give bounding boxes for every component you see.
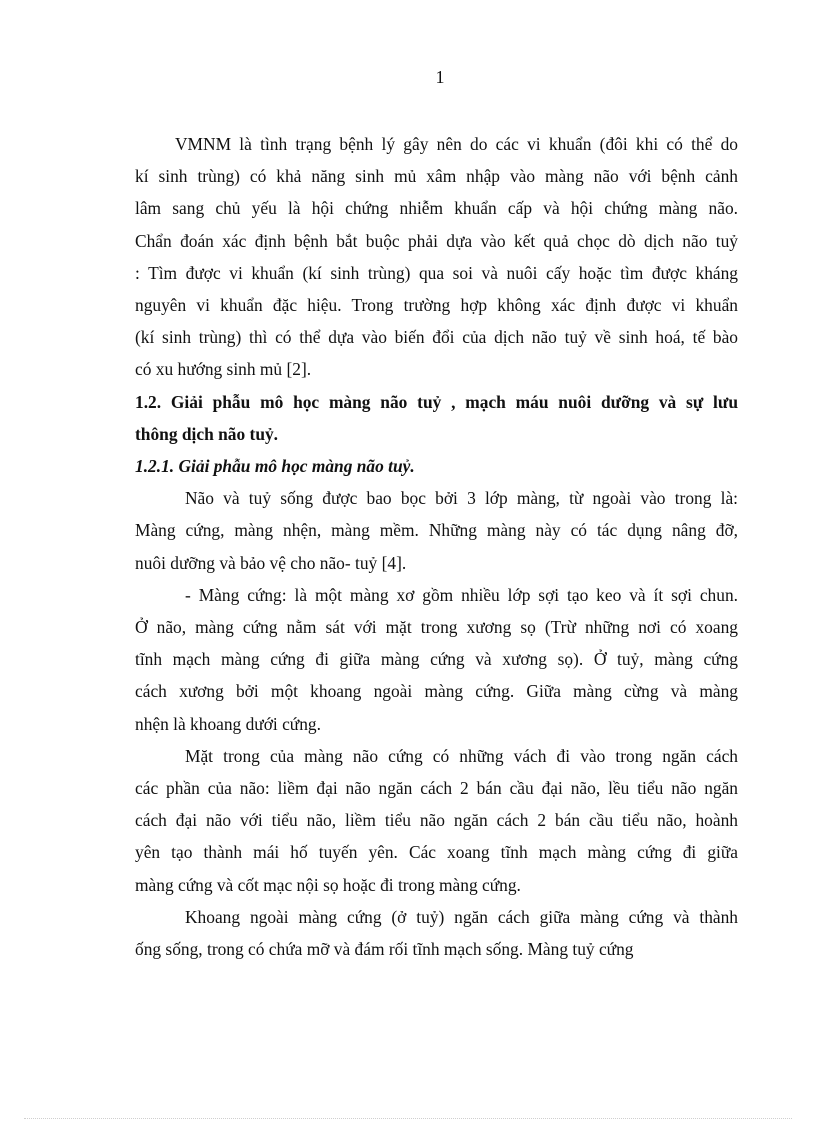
text-line: cách đại não với tiểu não, liềm tiểu não ngăn cách 2 bán cầu tiểu não, hoành xyxy=(135,810,738,831)
text-line: có xu hướng sinh mủ [2]. xyxy=(135,359,312,380)
body-paragraph xyxy=(135,482,738,579)
body-paragraph xyxy=(135,740,738,901)
body-paragraph xyxy=(135,128,738,386)
text-line: - Màng cứng: là một màng xơ gồm nhiều lớp sợi tạo keo và ít sợi chun. xyxy=(185,584,738,605)
text-line: nhện là khoang dưới cứng. xyxy=(135,713,321,734)
text-line: : Tìm được vi khuẩn (kí sinh trùng) qua soi và nuôi cấy hoặc tìm được kháng xyxy=(135,262,738,283)
text-line: cách xương bởi một khoang ngoài màng cứng. Giữa màng cừng và màng xyxy=(135,681,738,702)
page-footer-divider xyxy=(24,1118,792,1119)
text-line: 1.2. Giải phẫu mô học màng não tuỷ , mạch máu nuôi dưỡng và sự lưu xyxy=(135,391,738,412)
text-line: màng cứng và cốt mạc nội sọ hoặc đi trong màng cứng. xyxy=(135,874,521,895)
text-line: nguyên vi khuẩn đặc hiệu. Trong trường hợp không xác định được vi khuẩn xyxy=(135,295,738,316)
text-line: nuôi dưỡng và bảo vệ cho não- tuỷ [4]. xyxy=(135,552,407,573)
text-line: Khoang ngoài màng cứng (ở tuỷ) ngăn cách giữa màng cứng và thành xyxy=(185,906,738,927)
text-line: tĩnh mạch màng cứng đi giữa màng cứng và xương sọ). Ở tuỷ, màng cứng xyxy=(135,649,738,670)
text-line: (kí sinh trùng) thì có thể dựa vào biến đổi của dịch não tuỷ về sinh hoá, tế bào xyxy=(135,327,738,348)
section-heading xyxy=(135,386,738,450)
text-line: VMNM là tình trạng bệnh lý gây nên do các vi khuẩn (đôi khi có thể do xyxy=(175,134,738,154)
text-line: kí sinh trùng) có khả năng sinh mủ xâm nhập vào màng não với bệnh cảnh xyxy=(135,166,738,187)
text-line: 1.2.1. Giải phẫu mô học màng não tuỷ. xyxy=(135,456,415,477)
text-line: Ở não, màng cứng nằm sát với mặt trong xương sọ (Trừ những nơi có xoang xyxy=(135,617,738,638)
text-line: Chẩn đoán xác định bệnh bắt buộc phải dựa vào kết quả chọc dò dịch não tuỷ xyxy=(135,230,738,251)
text-line: thông dịch não tuỷ. xyxy=(135,423,279,444)
body-paragraph xyxy=(135,901,738,965)
text-line: Mặt trong của màng não cứng có những vách đi vào trong ngăn cách xyxy=(185,745,738,766)
page-number: 1 xyxy=(435,67,445,87)
text-line: lâm sang chủ yếu là hội chứng nhiễm khuẩn cấp và hội chứng màng não. xyxy=(135,198,738,219)
text-line: các phần của não: liềm đại não ngăn cách 2 bán cầu đại não, lều tiểu não ngăn xyxy=(135,778,738,799)
text-line: ống sống, trong có chứa mỡ và đám rối tĩnh mạch sống. Màng tuỷ cứng xyxy=(135,939,634,960)
text-line: Não và tuỷ sống được bao bọc bởi 3 lớp màng, từ ngoài vào trong là: xyxy=(185,488,738,509)
text-line: Màng cứng, màng nhện, màng mềm. Những màng này có tác dụng nâng đỡ, xyxy=(135,520,738,541)
text-line: yên tạo thành mái hố tuyến yên. Các xoang tĩnh mạch màng cứng đi giữa xyxy=(135,842,738,863)
body-paragraph xyxy=(135,579,738,740)
document-body xyxy=(135,128,738,965)
subsection-heading xyxy=(135,450,738,482)
